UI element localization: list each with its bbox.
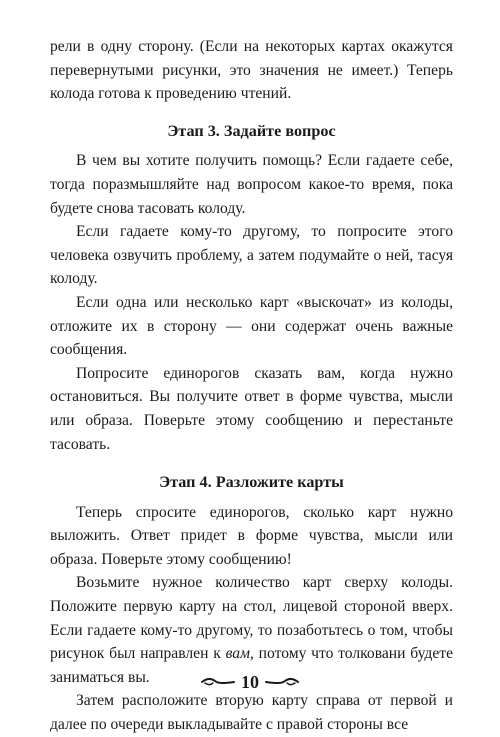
page-number-ornament bbox=[0, 672, 500, 692]
stage-3-paragraph-4: Попросите единорогов сказать вам, когда нужно остановиться. Вы получите ответ в форме чувства, мысли или образа. Поверьте этому сообщению и перестаньте тасовать. bbox=[50, 364, 453, 453]
page-number: 10 bbox=[241, 672, 259, 692]
stage-4-heading: Этап 4. Разложите карты bbox=[159, 473, 344, 492]
stage-4-paragraph-2-part-a: Возьмите нужное количество карт сверху колоды. Положите первую карту на стол, лицевой стороной вверх. Если гадаете кому-то другому, то позаботьтесь о том, чтобы рисунок был направлен к bbox=[50, 574, 453, 663]
left-flourish-icon bbox=[201, 676, 235, 688]
stage-3-paragraph-1: В чем вы хотите получить помощь? Если гадаете себе, тогда поразмышляйте над вопросом какое-то время, пока будете снова тасовать колоду. bbox=[50, 152, 453, 217]
stage-4-paragraph-2-part-b: , потому что толковани будете заниматься вы. bbox=[50, 645, 453, 686]
intro-paragraph: рели в одну сторону. (Если на некоторых картах окажутся перевернутыми рисунки, это значения не имеет.) Теперь колода готова к проведению чтений. bbox=[50, 38, 453, 103]
stage-3-paragraph-2: Если гадаете кому-то другому, то попросите этого человека озвучить проблему, а затем подумайте о ней, тасуя колоду. bbox=[50, 223, 453, 288]
stage-3-heading: Этап 3. Задайте вопрос bbox=[167, 121, 336, 140]
right-flourish-icon bbox=[265, 676, 299, 688]
emphasis-word: вам bbox=[225, 645, 250, 663]
stage-4-paragraph-1: Теперь спросите единорогов, сколько карт нужно выложить. Ответ придет в форме чувства, мысли или образа. Поверьте этому сообщению! bbox=[50, 503, 453, 568]
stage-3-paragraph-3: Если одна или несколько карт «выскочат» из колоды, отложите их в сторону — они содержат очень важные сообщения. bbox=[50, 293, 453, 359]
stage-4-paragraph-3: Затем расположите вторую карту справа от первой и далее по очереди выкладывайте с правой стороны все bbox=[50, 692, 453, 734]
